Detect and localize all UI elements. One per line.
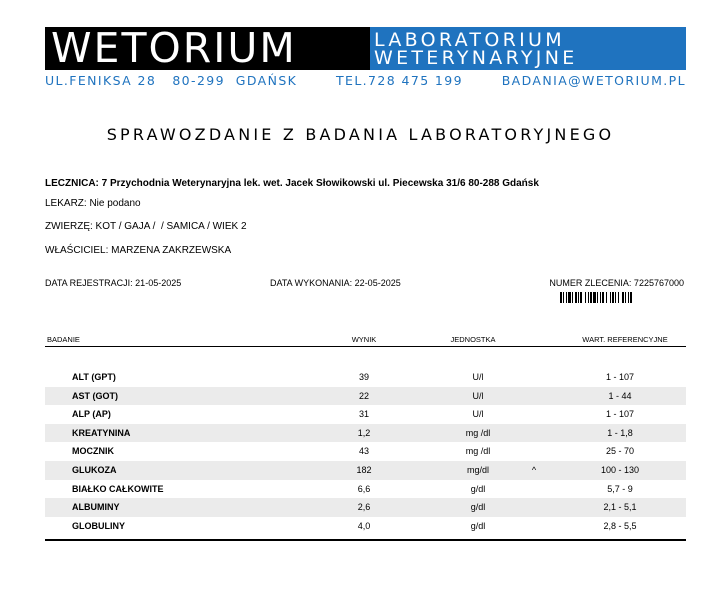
abnormal-flag: ^ <box>531 464 537 475</box>
test-result: 6,6 <box>357 483 371 494</box>
contact-bar <box>45 73 686 88</box>
test-unit: g/dl <box>470 502 486 513</box>
lab-line-2: WETERYNARYJNE <box>374 46 578 69</box>
execution-date: DATA WYKONANIA: 22-05-2025 <box>270 278 401 288</box>
header-unit: JEDNOSTKA <box>450 335 496 344</box>
test-name: MOCZNIK <box>72 446 114 457</box>
reference-range: 1 - 107 <box>605 372 635 382</box>
table-body <box>45 368 686 541</box>
test-result: 22 <box>358 390 369 401</box>
order-number: NUMER ZLECENIA: 7225767000 <box>549 278 684 288</box>
address: UL.FENIKSA 28 80-299 GDAŃSK <box>45 73 298 88</box>
test-unit: g/dl <box>470 483 486 494</box>
barcode <box>560 292 675 303</box>
test-result: 1,2 <box>357 427 371 438</box>
test-name: KREATYNINA <box>72 427 131 438</box>
test-result: 43 <box>358 446 369 457</box>
brand-block <box>45 24 370 72</box>
email: BADANIA@WETORIUM.PL <box>501 73 686 88</box>
table-header <box>45 330 686 347</box>
test-result: 182 <box>356 464 372 475</box>
owner-info: WŁAŚCICIEL: MARZENA ZAKRZEWSKA <box>45 245 232 256</box>
test-name: ALT (GPT) <box>72 372 116 382</box>
table-row <box>45 424 686 443</box>
test-name: GLOBULINY <box>72 520 125 531</box>
test-unit: g/dl <box>470 520 486 531</box>
reference-range: 2,1 - 5,1 <box>603 502 637 513</box>
table-row <box>45 387 686 406</box>
test-name: ALBUMINY <box>72 502 120 513</box>
reference-range: 100 - 130 <box>600 464 640 475</box>
brand-logo-text: WETORIUM <box>51 24 297 72</box>
lab-line-1: LABORATORIUM <box>374 28 565 51</box>
table-row <box>45 461 686 480</box>
table-row <box>45 442 686 461</box>
reference-range: 5,7 - 9 <box>607 483 633 494</box>
clinic-info: LECZNICA: 7 Przychodnia Weterynaryjna lek. wet. Jacek Słowikowski ul. Piecewska 31/6 80-288 Gdańsk <box>45 178 539 189</box>
test-result: 31 <box>358 409 369 420</box>
registration-date: DATA REJESTRACJI: 21-05-2025 <box>45 278 182 288</box>
test-result: 4,0 <box>357 520 371 531</box>
test-unit: mg /dl <box>465 446 491 457</box>
phone: TEL.728 475 199 <box>335 73 463 88</box>
table-row <box>45 517 686 536</box>
test-unit: mg/dl <box>466 464 489 475</box>
table-row <box>45 480 686 499</box>
test-unit: U/l <box>472 390 484 401</box>
test-name: ALP (AP) <box>72 409 111 420</box>
header-result: WYNIK <box>351 335 377 344</box>
vet-info: LEKARZ: Nie podano <box>45 198 141 209</box>
table-row <box>45 498 686 517</box>
reference-range: 1 - 107 <box>605 409 635 420</box>
header-reference: WART. REFERENCYJNE <box>582 335 668 344</box>
reference-range: 2,8 - 5,5 <box>603 520 637 531</box>
test-name: GLUKOZA <box>72 464 117 475</box>
table-row <box>45 405 686 424</box>
test-unit: U/l <box>472 372 484 382</box>
test-result: 39 <box>358 372 369 382</box>
test-unit: mg /dl <box>465 427 491 438</box>
reference-range: 1 - 44 <box>608 390 632 401</box>
test-unit: U/l <box>472 409 484 420</box>
test-name: AST (GOT) <box>72 390 118 401</box>
letterhead <box>45 24 686 72</box>
report-title: SPRAWOZDANIE Z BADANIA LABORATORYJNEGO <box>106 125 615 144</box>
lab-block <box>370 27 686 70</box>
header-test: BADANIE <box>47 335 80 344</box>
table-row <box>45 368 686 387</box>
animal-info: ZWIERZĘ: KOT / GAJA / / SAMICA / WIEK 2 <box>45 221 247 232</box>
test-result: 2,6 <box>357 502 371 513</box>
test-name: BIAŁKO CAŁKOWITE <box>72 483 164 494</box>
reference-range: 1 - 1,8 <box>607 427 633 438</box>
results-table <box>45 330 686 541</box>
barcode-bar <box>632 292 635 303</box>
reference-range: 25 - 70 <box>605 446 635 457</box>
